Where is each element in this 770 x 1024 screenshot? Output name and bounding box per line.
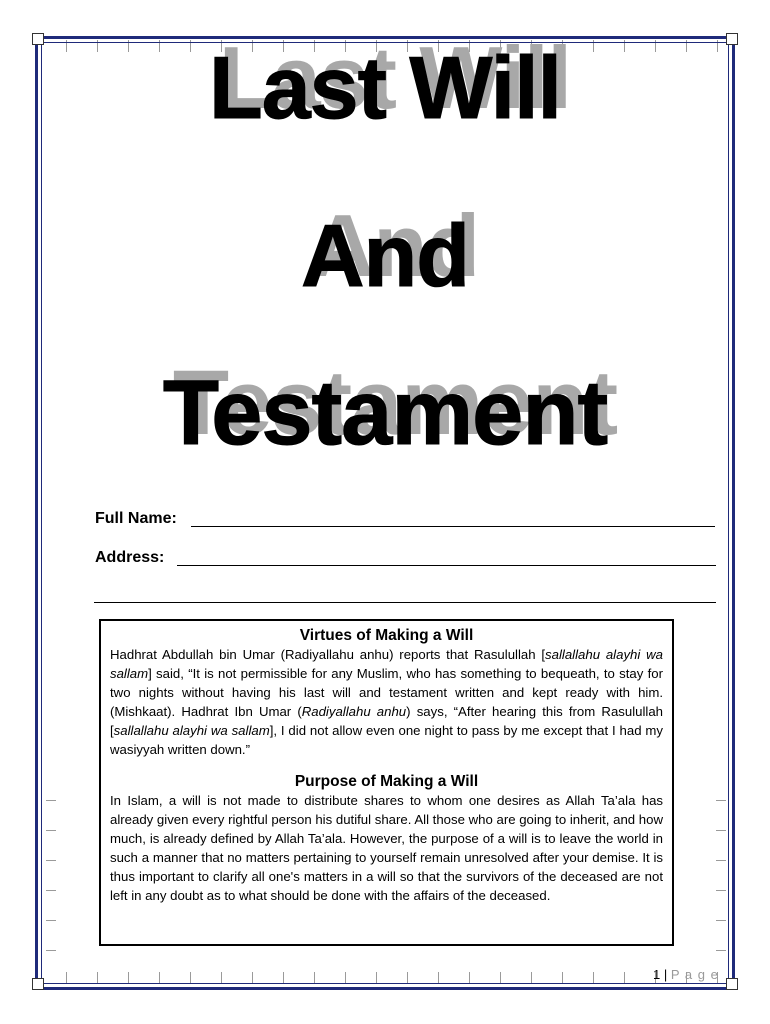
corner-mark bbox=[726, 978, 738, 990]
virtues-paragraph bbox=[110, 645, 663, 759]
virtues-text: ] said, “It is not permissible for any Muslim, who has something to bequeath, to stay for two nights without having his last will and testament written and kept ready with him. (Mishkaat). Hadhrat Ibn Umar ( bbox=[110, 666, 663, 719]
virtues-text: ], I did not allow even one night to pass by me except that I had my wasiyyah written down.” bbox=[110, 723, 663, 757]
page-number: 1 bbox=[653, 967, 661, 982]
purpose-paragraph: In Islam, a will is not made to distribute shares to whom one desires as Allah Ta’ala has already given every rightful person his dutiful share. All those who are going to inherit, and how much, is already defined by Allah Ta’ala. However, the purpose of a will is to leave the world in such a manner that no matters pertaining to yourself remain unresolved after your demise. It is thus important to clarify all one's matters in a will so that the survivors of the deceased are not left in any doubt as to what should be done with the affairs of the deceased. bbox=[110, 793, 663, 903]
virtues-italic: sallallahu alayhi wa sallam bbox=[113, 723, 270, 738]
virtues-heading: Virtues of Making a Will bbox=[299, 627, 474, 644]
address-field bbox=[95, 548, 164, 568]
address-line-2[interactable] bbox=[94, 602, 716, 603]
virtues-text: Hadhrat Abdullah bin Umar (Radiyallahu anhu) reports that Rasulullah [ bbox=[110, 647, 546, 662]
full-name-field bbox=[95, 509, 177, 529]
document-title-line3: Testament bbox=[162, 362, 608, 464]
virtues-italic: sallallahu alayhi wa sallam bbox=[110, 647, 663, 681]
corner-mark bbox=[32, 978, 44, 990]
virtues-italic: Radiyallahu anhu bbox=[301, 704, 407, 719]
purpose-heading: Purpose of Making a Will bbox=[294, 773, 479, 790]
document-title-line2: And bbox=[300, 206, 470, 305]
virtues-box bbox=[99, 619, 674, 946]
full-name-line[interactable] bbox=[191, 526, 715, 527]
address-line[interactable] bbox=[177, 565, 716, 566]
page-word: P a g e bbox=[670, 967, 719, 982]
page-footer bbox=[653, 967, 719, 982]
address-label: Address: bbox=[95, 549, 165, 566]
document-title-line1: Last Will bbox=[208, 38, 562, 137]
page-separator: | bbox=[663, 967, 668, 982]
full-name-label: Full Name: bbox=[95, 510, 177, 527]
virtues-text: ) says, “After hearing this from Rasulullah [ bbox=[110, 704, 663, 738]
